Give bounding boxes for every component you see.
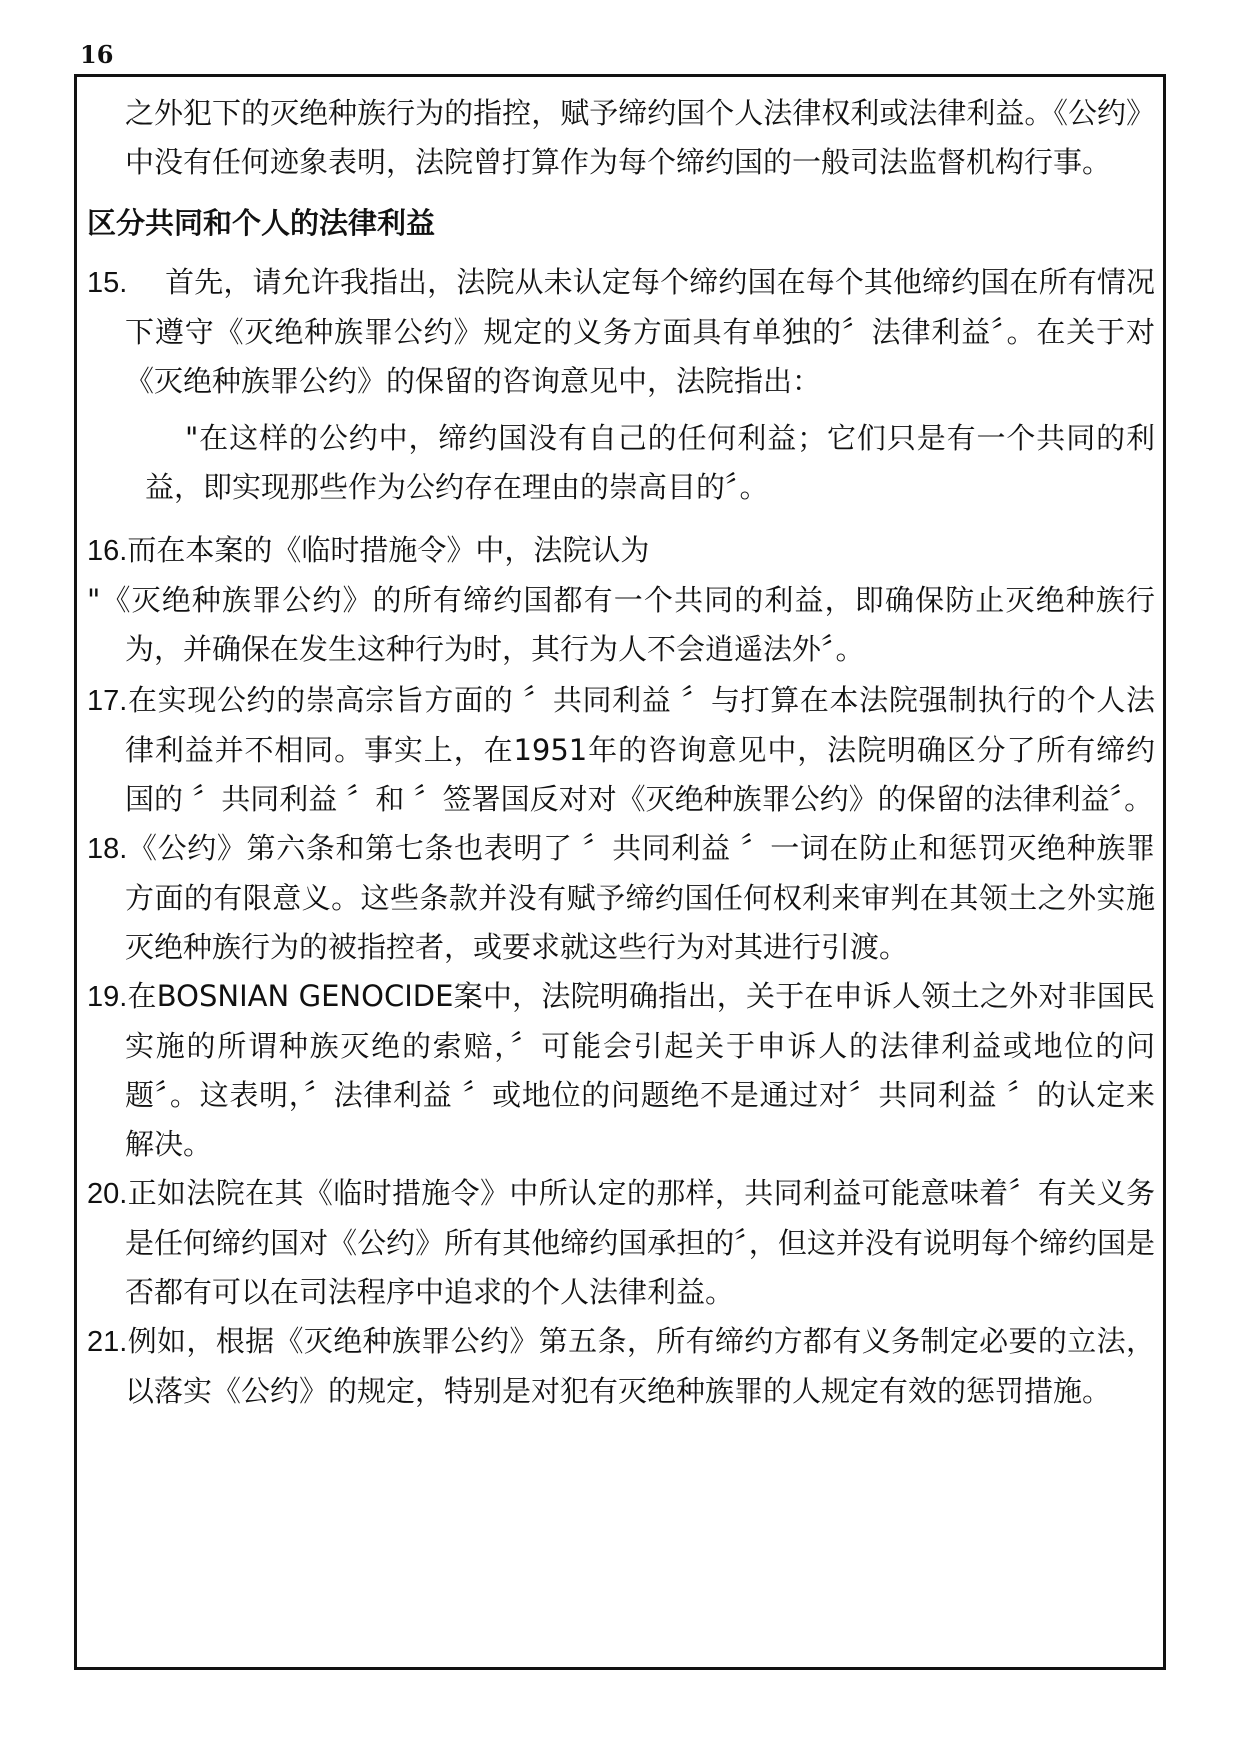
paragraph-19 bbox=[87, 972, 1155, 1169]
paragraph-text: 正如法院在其《临时措施令》中所认定的那样，共同利益可能意味着〞有关义务是任何缔约国对《公约》所有其他缔约国承担的〞，但这并没有说明每个缔约国是否都有可以在司法程序中追求的个人法律利益。 bbox=[125, 1176, 1155, 1309]
page-number: 16 bbox=[80, 40, 114, 69]
paragraph-20 bbox=[87, 1169, 1155, 1317]
paragraph-number: 17. bbox=[87, 685, 128, 717]
paragraph-text: 《公约》第六条和第七条也表明了 〞共同利益 〞一词在防止和惩罚灭绝种族罪方面的有限意义。这些条款并没有赋予缔约国任何权利来审判在其领土之外实施灭绝种族行为的被指控者，或要求就这些行为对其进行引渡。 bbox=[125, 831, 1155, 964]
content-frame bbox=[74, 74, 1166, 1670]
paragraph-17 bbox=[87, 676, 1155, 824]
paragraph-number: 18. bbox=[87, 833, 128, 865]
paragraph-15 bbox=[87, 258, 1155, 406]
continued-paragraph: 之外犯下的灭绝种族行为的指控，赋予缔约国个人法律权利或法律利益。《公约》中没有任何迹象表明，法院曾打算作为每个缔约国的一般司法监督机构行事。 bbox=[125, 96, 1155, 179]
section-heading: 区分共同和个人的法律利益 bbox=[87, 206, 436, 240]
paragraph-text: 在实现公约的崇高宗旨方面的 〞共同利益 〞与打算在本法院强制执行的个人法律利益并不相同。事实上，在1951年的咨询意见中，法院明确区分了所有缔约国的 〞共同利益 〞和 〞签署国反对对《灭绝种族罪公约》的保留的法律利益〞。 bbox=[125, 683, 1155, 816]
quote-provisional-measures: "《灭绝种族罪公约》的所有缔约国都有一个共同的利益，即确保防止灭绝种族行为，并确保在发生这种行为时，其行为人不会逍遥法外〞。 bbox=[87, 583, 1155, 666]
paragraph-text: 而在本案的《临时措施令》中，法院认为 bbox=[127, 533, 650, 567]
paragraph-number: 21. bbox=[87, 1326, 128, 1358]
paragraph-text: 首先，请允许我指出，法院从未认定每个缔约国在每个其他缔约国在所有情况下遵守《灭绝种族罪公约》规定的义务方面具有单独的〞法律利益〞。在关于对《灭绝种族罪公约》的保留的咨询意见中，法院指出： bbox=[125, 265, 1155, 398]
paragraph-number: 20. bbox=[87, 1178, 128, 1210]
paragraph-18 bbox=[87, 824, 1155, 972]
paragraph-number: 16. bbox=[87, 535, 128, 567]
paragraph-number: 19. bbox=[87, 981, 128, 1013]
quote-advisory-opinion: "在这样的公约中，缔约国没有自己的任何利益；它们只是有一个共同的利益，即实现那些作为公约存在理由的崇高目的〞。 bbox=[145, 421, 1155, 504]
paragraph-text: 在BOSNIAN GENOCIDE案中，法院明确指出，关于在申诉人领土之外对非国民实施的所谓种族灭绝的索赔，〞可能会引起关于申诉人的法律利益或地位的问题〞。这表明，〞法律利益 〞或地位的问题绝不是通过对〞共同利益 〞的认定来解决。 bbox=[125, 979, 1155, 1161]
paragraph-number: 15. bbox=[87, 267, 128, 299]
paragraph-text: 例如，根据《灭绝种族罪公约》第五条，所有缔约方都有义务制定必要的立法，以落实《公约》的规定，特别是对犯有灭绝种族罪的人规定有效的惩罚措施。 bbox=[125, 1324, 1155, 1408]
paragraph-21 bbox=[87, 1317, 1155, 1416]
paragraph-16 bbox=[87, 526, 1155, 576]
